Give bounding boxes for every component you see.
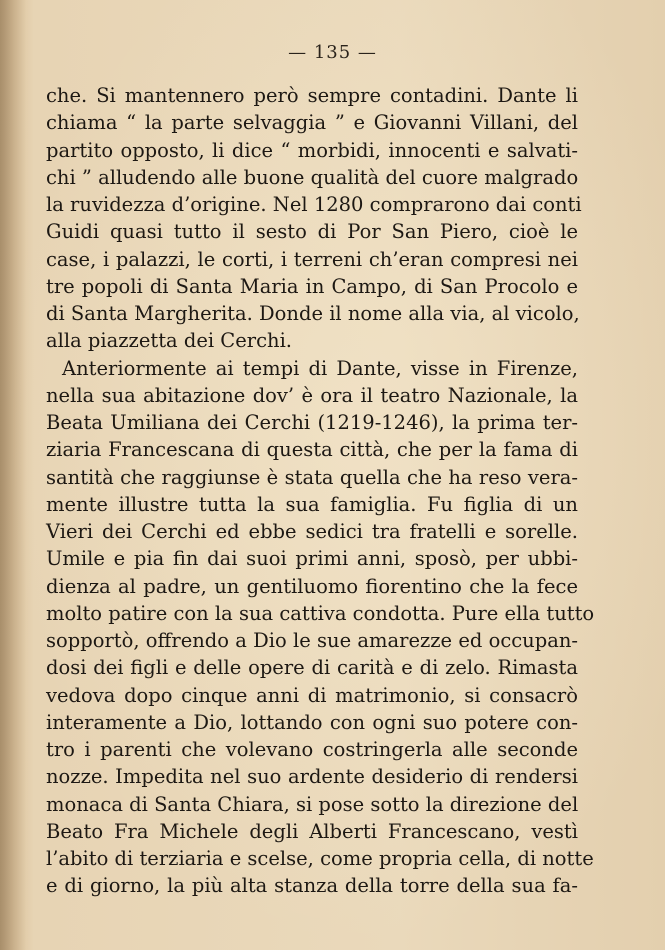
- text-line: ziaria Francescana di questa città, che per la fama di: [46, 438, 578, 462]
- text-line: alla piazzetta dei Cerchi.: [46, 329, 293, 353]
- text-line: l’abito di terziaria e scelse, come propria cella, di notte: [46, 847, 594, 870]
- text-line: chiama “ la parte selvaggia ” e Giovanni Villani, del: [46, 111, 578, 135]
- body-text: [46, 82, 595, 900]
- text-line: Vieri dei Cerchi ed ebbe sedici tra fratelli e sorelle.: [46, 520, 578, 543]
- text-line: santità che raggiunse è stata quella che ha reso vera-: [46, 465, 578, 489]
- text-line: Beato Fra Michele degli Alberti Francescano, vestì: [46, 819, 578, 843]
- text-line: la ruvidezza d’origine. Nel 1280 comprarono dai conti: [46, 193, 582, 216]
- text-line: Umile e pia fin dai suoi primi anni, sposò, per ubbi-: [46, 547, 578, 571]
- text-line: partito opposto, li dice “ morbidi, innocenti e salvati-: [46, 138, 578, 162]
- text-line: chi ” alludendo alle buone qualità del cuore malgrado: [46, 165, 579, 189]
- text-line: Guidi quasi tutto il sesto di Por San Piero, cioè le: [46, 220, 578, 244]
- text-line: che. Si mantennero però sempre contadini. Dante li: [46, 84, 578, 107]
- text-line: nella sua abitazione dov’ è ora il teatro Nazionale, la: [46, 383, 578, 407]
- text-line: monaca di Santa Chiara, si pose sotto la direzione del: [46, 792, 579, 816]
- text-line: Anteriormente ai tempi di Dante, visse in Firenze,: [62, 356, 578, 380]
- page-number: — 135 —: [288, 42, 377, 63]
- text-line: vedova dopo cinque anni di matrimonio, si consacrò: [46, 683, 578, 707]
- text-line: di Santa Margherita. Donde il nome alla via, al vicolo,: [46, 302, 580, 325]
- text-line: e di giorno, la più alta stanza della torre della sua fa-: [46, 874, 578, 898]
- text-line: mente illustre tutta la sua famiglia. Fu figlia di un: [46, 492, 578, 516]
- page-gutter-shadow: [0, 0, 26, 950]
- text-line: tre popoli di Santa Maria in Campo, di San Procolo e: [46, 274, 578, 298]
- text-line: tro i parenti che volevano costringerla alle seconde: [46, 738, 578, 761]
- text-line: dienza al padre, un gentiluomo fiorentino che la fece: [46, 574, 578, 598]
- text-line: Beata Umiliana dei Cerchi (1219-1246), la prima ter-: [46, 411, 578, 434]
- text-line: interamente a Dio, lottando con ogni suo potere con-: [46, 710, 578, 734]
- text-line: dosi dei figli e delle opere di carità e di zelo. Rimasta: [46, 656, 578, 680]
- text-line: nozze. Impedita nel suo ardente desiderio di rendersi: [46, 765, 578, 789]
- text-line: case, i palazzi, le corti, i terreni ch’eran compresi nei: [46, 247, 578, 271]
- text-line: sopportò, offrendo a Dio le sue amarezze ed occupan-: [46, 629, 578, 652]
- text-line: molto patire con la sua cattiva condotta. Pure ella tutto: [46, 601, 595, 625]
